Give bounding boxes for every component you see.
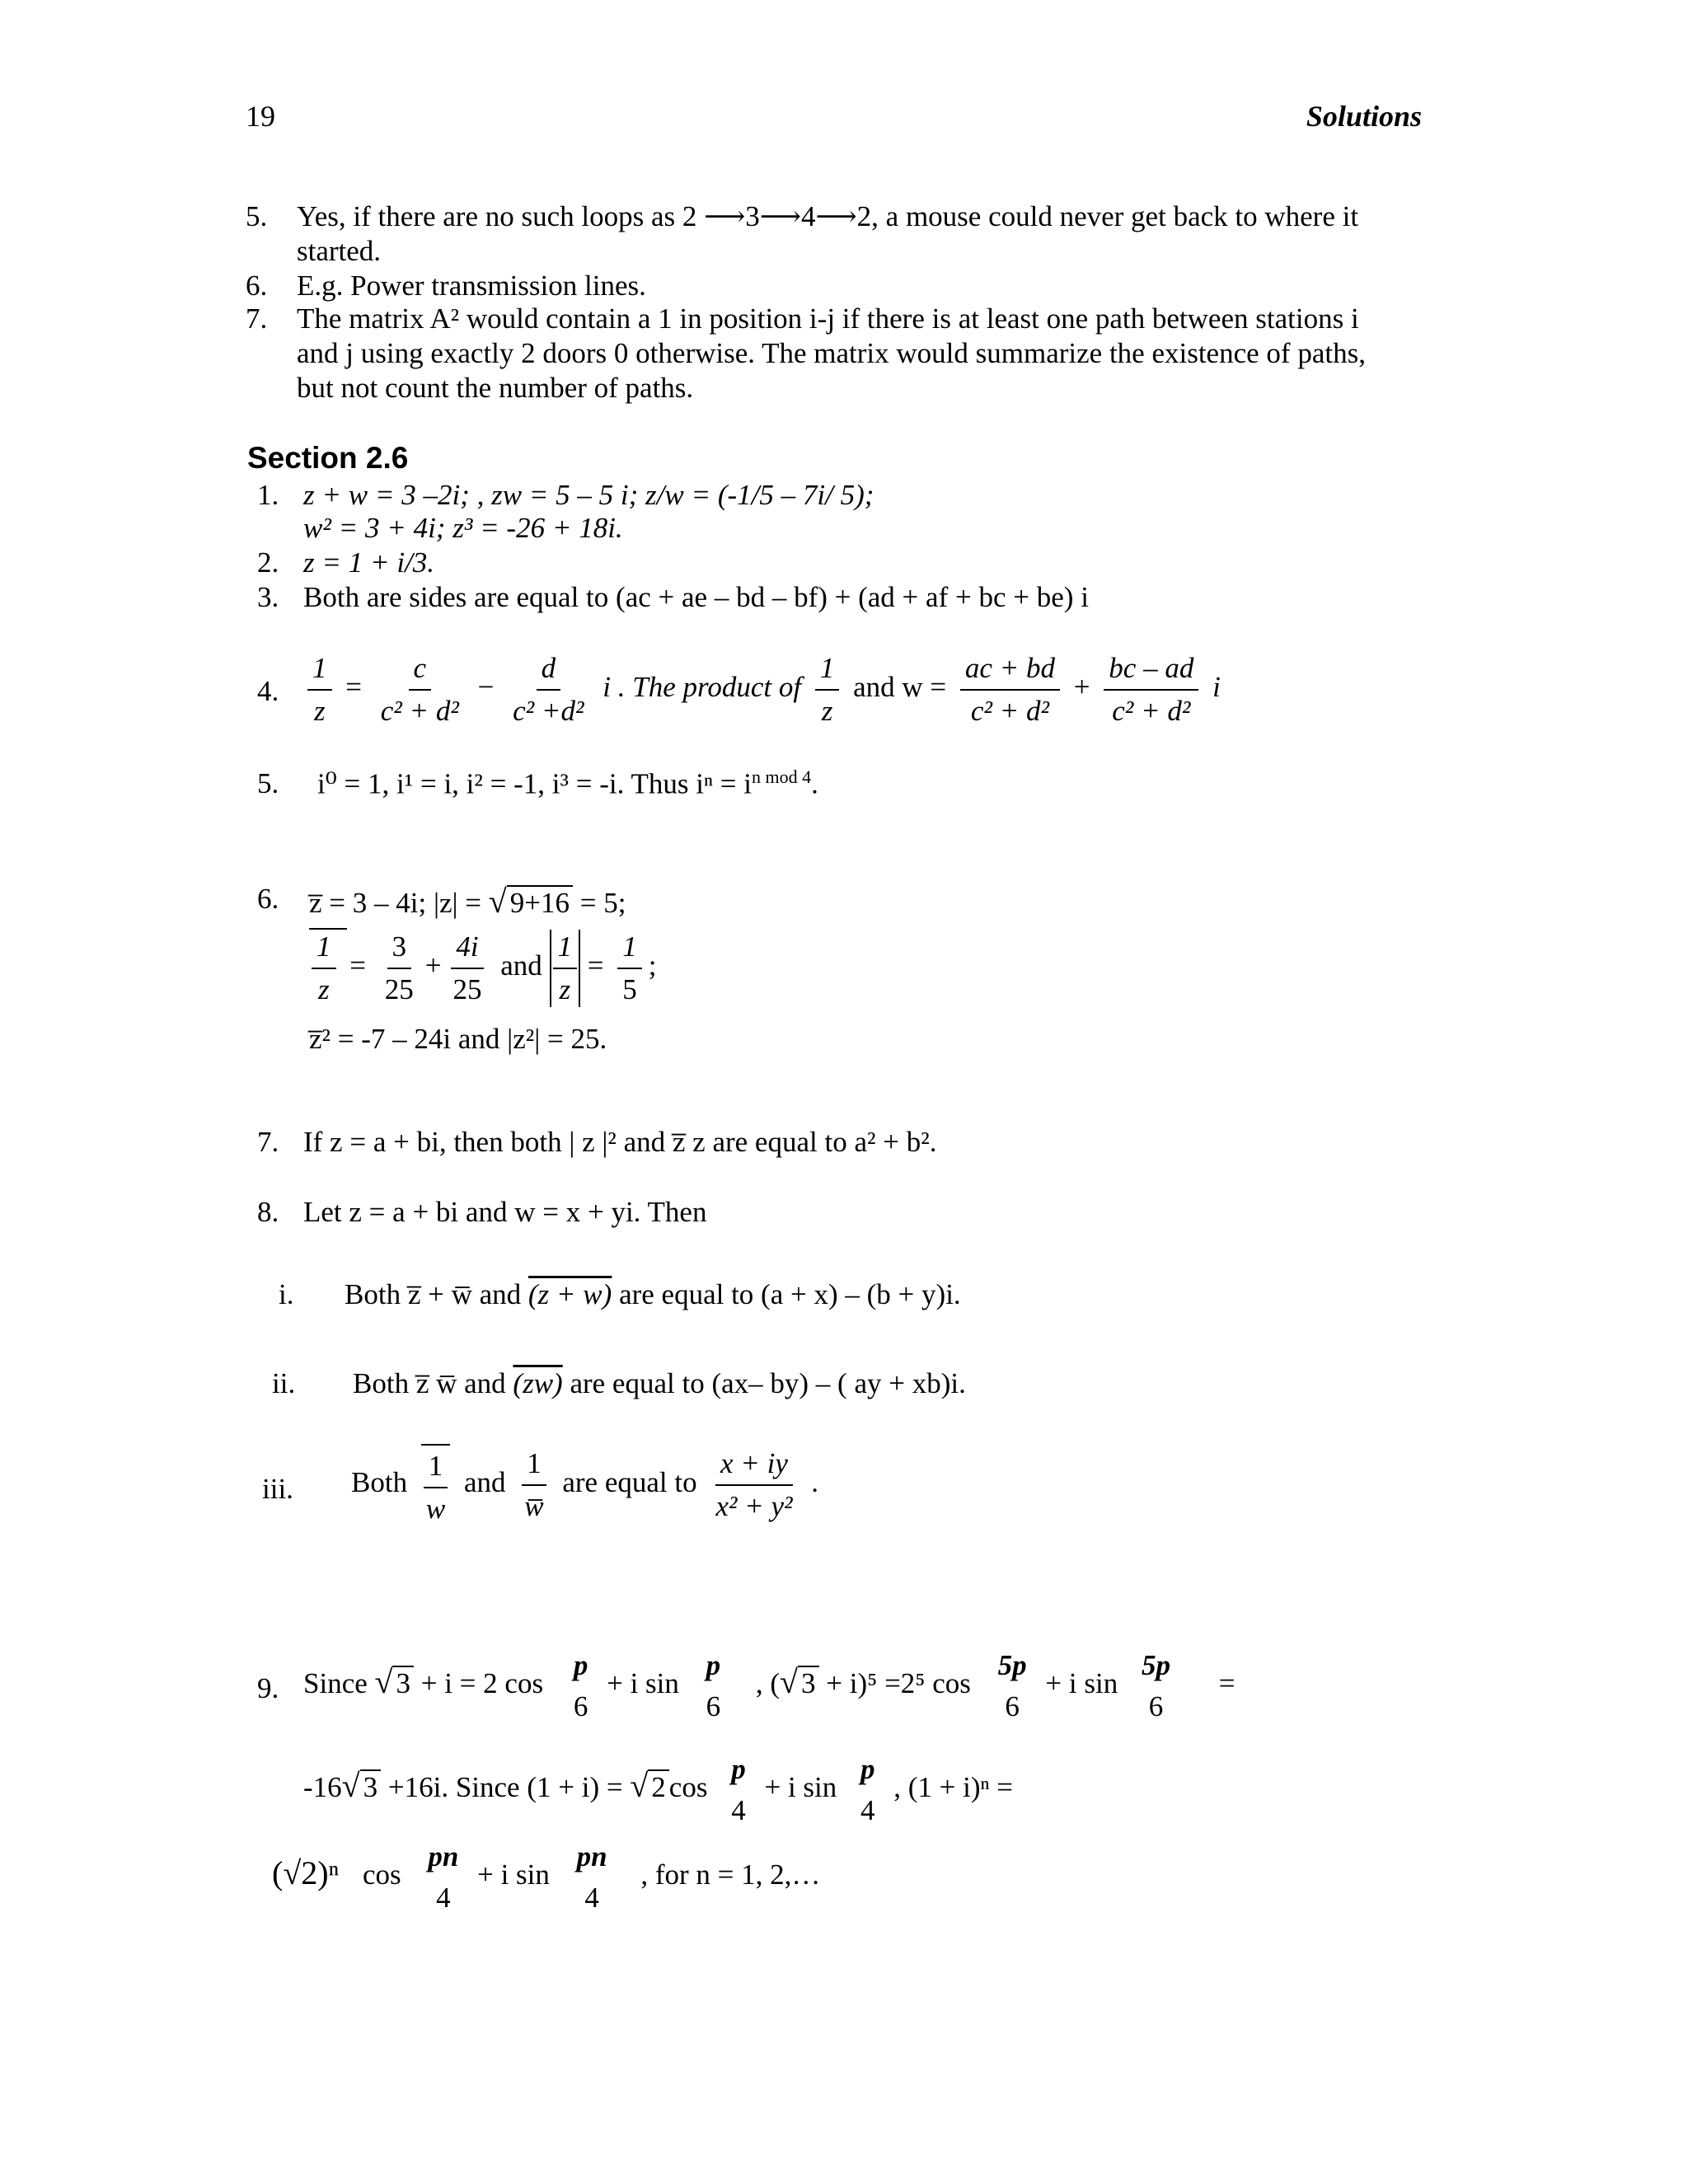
item-5-text-line1: Yes, if there are no such loops as 2 ⟶3⟶4⟶2, a mouse could never get back to where it — [297, 200, 1359, 232]
s-item-6-number: 6. — [257, 883, 279, 915]
s-item-4-number: 4. — [257, 675, 279, 707]
s-item-6-line2: $\frac{1}{z}$ = $\frac{3}{25}$ + $\frac{4i}{25}$ and $\frac{1}{z}$ = $\frac{1}{5}$ ; — [305, 930, 657, 1007]
item-5-number: 5. — [246, 200, 268, 232]
s-item-2-text: z = 1 + i/3. — [303, 546, 435, 579]
s-item-2-number: 2. — [257, 546, 279, 579]
s-item-6-line3: z̅² = -7 – 24i and |z²| = 25. — [309, 1023, 607, 1055]
s-item-9-line1: Since √ 3 + i = 2 cos p 6 + i sin p 6 , (√ 3 + i)⁵ =2⁵ cos 5p 6 + i sin 5p 6 = — [303, 1649, 1236, 1722]
fraction-acbd: $\frac{ac + bd}{\text{c² + d²}}$ — [960, 651, 1060, 729]
roman-ii-number: ii. — [272, 1367, 296, 1399]
roman-i-text: Both z̅ + w̅ and (z + w) are equal to (a + x) – (b + y)i. — [345, 1278, 961, 1310]
roman-iii-number: iii. — [262, 1473, 293, 1505]
s-item-9-line2: -16√ 3 +16i. Since (1 + i) = √ 2 cos p 4 + i sin p 4 , (1 + i)ⁿ = — [303, 1753, 1014, 1826]
s-item-1-line1: z + w = 3 –2i; , zw = 5 – 5 i; z/w = (-1/5 – 7i/ 5); — [303, 479, 874, 511]
roman-ii-text: Both z̅ w̅ and (zw) are equal to (ax– by) – ( ay + xb)i. — [353, 1367, 966, 1399]
page-number: 19 — [246, 100, 275, 133]
item-7-text-line1: The matrix A² would contain a 1 in position i-j if there is at least one path between stations i — [297, 302, 1359, 335]
s-item-4-formula: $\frac{1}{z}$ = $\frac{c}{\text{c² + d²}}$ − $\frac{d}{\text{c² +d²}}$ i . The product of $\frac{1}{z}$ and w = $\frac{ac + bd}{\text{c² + d²}}$ + $\frac{bc - ad}{\text{c² + d²}}$ i — [301, 651, 1221, 729]
s-item-7-number: 7. — [257, 1126, 279, 1158]
fraction-d-over-cd: $\frac{d}{\text{c² +d²}}$ — [513, 652, 584, 727]
s-item-3-text: Both are sides are equal to (ac + ae – bd – bf) + (ad + af + bc + be) i — [303, 581, 1089, 613]
fraction-c-over-cd: $\frac{c}{\text{c² + d²}}$ — [380, 652, 459, 727]
s-item-9-line3: (√2)ⁿ cos pn 4 + i sin pn 4 , for n = 1, 2,… — [272, 1840, 821, 1914]
item-5-text-line2: started. — [297, 235, 382, 267]
s-item-7-text: If z = a + bi, then both | z |² and z̅ z are equal to a² + b². — [303, 1126, 937, 1158]
s-item-1-line2: w² = 3 + 4i; z³ = -26 + 18i. — [303, 512, 623, 544]
s-item-3-number: 3. — [257, 581, 279, 613]
item-6-number: 6. — [246, 269, 268, 302]
s-item-1-number: 1. — [257, 479, 279, 511]
s-item-5-number: 5. — [257, 767, 279, 799]
roman-iii-text: Both $\frac{1}{w}$ and $\frac{1}{w̅}$ are equal to $\frac{x + iy}{\text{x² + y²}}$ . — [351, 1444, 818, 1526]
section-title: Section 2.6 — [247, 441, 409, 475]
fraction-1-over-z-b: $\frac{1}{z}$ — [815, 651, 840, 729]
s-item-8-number: 8. — [257, 1196, 279, 1228]
fraction-bcad: $\frac{bc - ad}{\text{c² + d²}}$ — [1104, 651, 1198, 729]
s-item-6-line1: z̅ = 3 – 4i; |z| = √ 9+16 = 5; — [309, 883, 626, 920]
item-7-text-line2: and j using exactly 2 doors 0 otherwise. The matrix would summarize the existence of paths, — [297, 337, 1366, 369]
s-item-8-text: Let z = a + bi and w = x + yi. Then — [303, 1196, 707, 1228]
running-head: Solutions — [1306, 100, 1422, 133]
s-item-5-text: i⁰ = 1, i¹ = i, i² = -1, i³ = -i. Thus $i^n = i^{n mod 4}$. — [317, 766, 818, 800]
item-7-text-line3: but not count the number of paths. — [297, 372, 694, 404]
s-item-9-number: 9. — [257, 1672, 279, 1704]
fraction-1-over-z: $\frac{1}{z}$ — [307, 651, 332, 729]
item-7-number: 7. — [246, 302, 268, 335]
item-6-text: E.g. Power transmission lines. — [297, 269, 646, 302]
roman-i-number: i. — [279, 1278, 294, 1310]
